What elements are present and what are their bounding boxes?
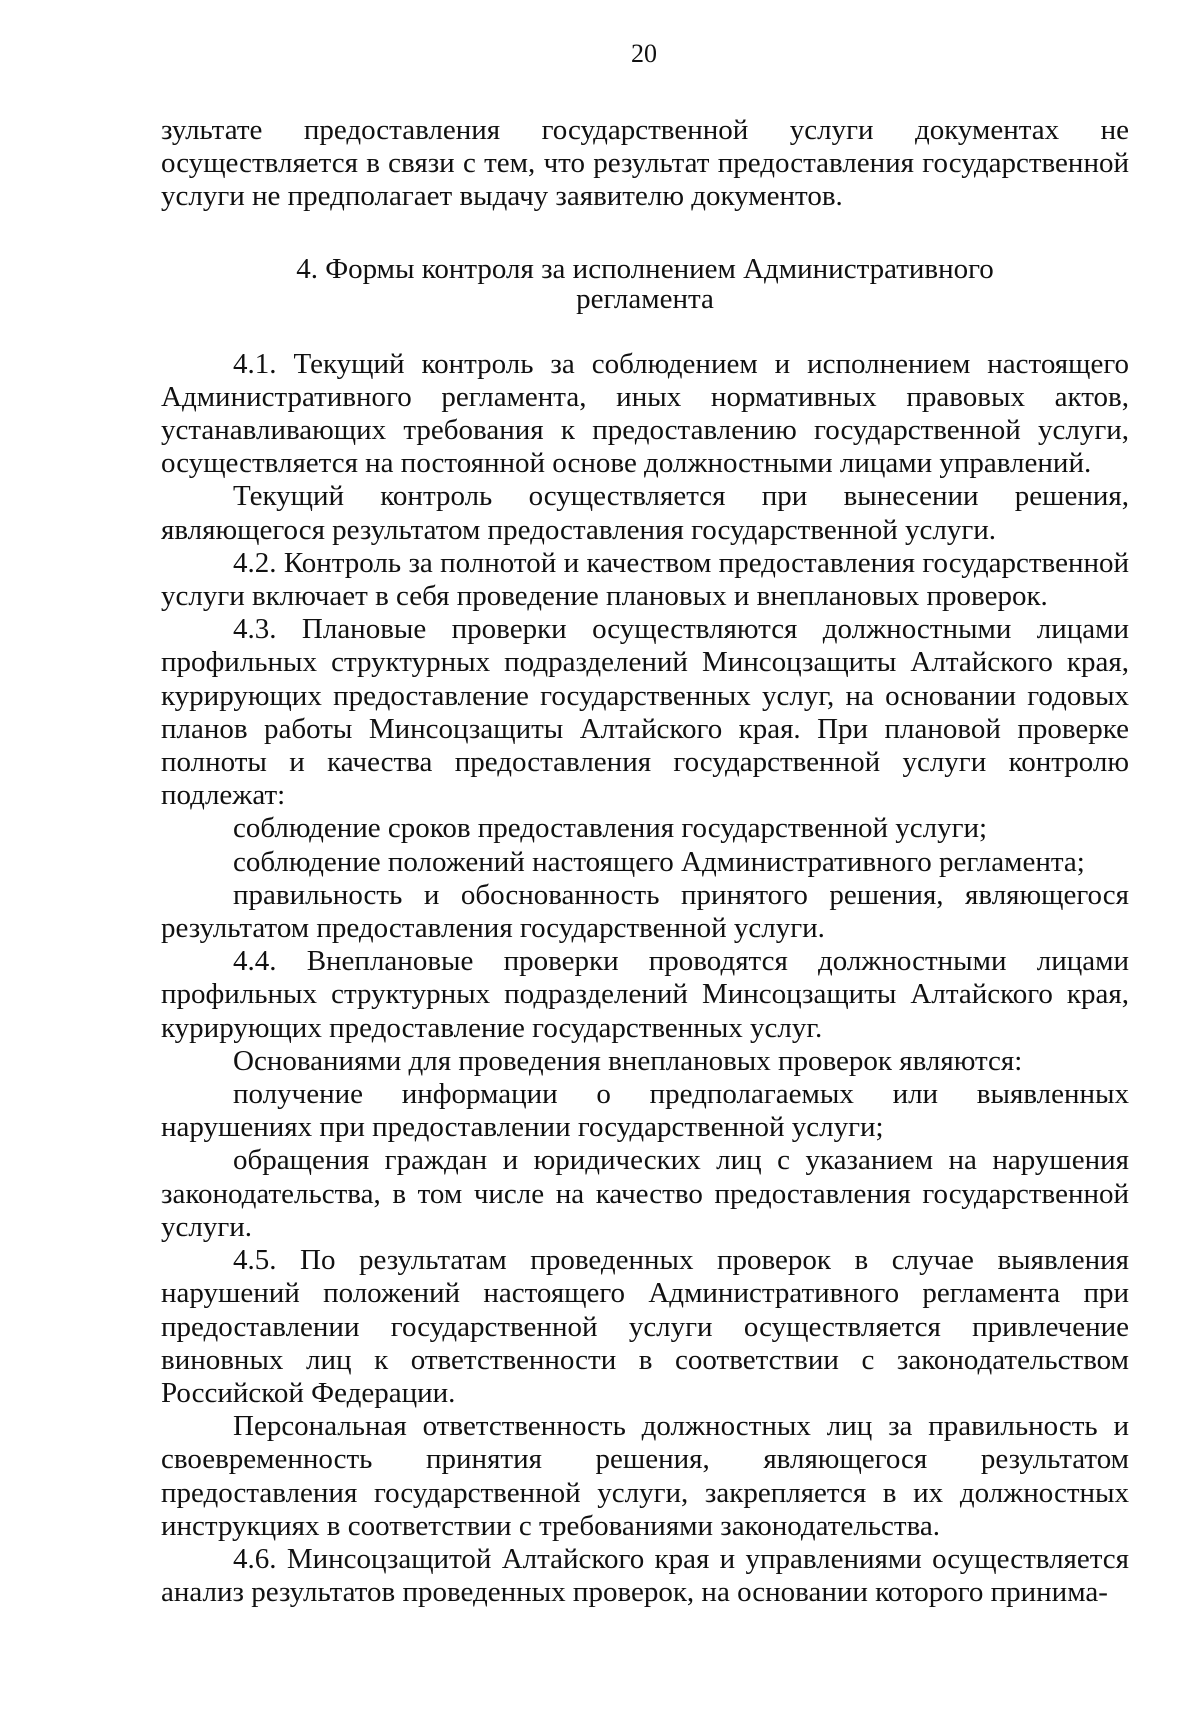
paragraph-current-control: Текущий контроль осуществляется при вынесении решения, являющегося результатом предоставления государственной услуги.: [161, 480, 1129, 546]
paragraph-4-4: 4.4. Внеплановые проверки проводятся должностными лицами профильных структурных подразделений Минсоцзащиты Алтайского края, курирующих предоставление государственных услуг.: [161, 945, 1129, 1044]
paragraph-4-3: 4.3. Плановые проверки осуществляются должностными лицами профильных структурных подразделений Минсоцзащиты Алтайского края, курирующих предоставление государственных услуг, на основании годовых планов работы Минсоцзащиты Алтайского края. При плановой проверке полноты и качества предоставления государственной услуги контролю подлежат:: [161, 613, 1129, 812]
document-body: [161, 114, 1129, 1609]
paragraph-grounds: Основаниями для проведения внеплановых проверок являются:: [233, 1044, 1023, 1077]
paragraph-4-6: 4.6. Минсоцзащитой Алтайского края и управлениями осуществляется анализ результатов проведенных проверок, на основании которого принима-: [161, 1542, 1129, 1609]
section-heading-line-1: 4. Формы контроля за исполнением Административного: [296, 252, 994, 285]
list-item-appeals: обращения граждан и юридических лиц с указанием на нарушения законодательства, в том числе на качество предоставления государственной услуги.: [161, 1144, 1129, 1243]
paragraph-4-5: 4.5. По результатам проведенных проверок в случае выявления нарушений положений настоящего Административного регламента при предоставлении государственной услуги осуществляется привлечение виновных лиц к ответственности в соответствии с законодательством Российской Федерации.: [161, 1244, 1129, 1409]
section-heading: [161, 254, 1129, 314]
list-item-correctness: правильность и обоснованность принятого решения, являющегося результатом предоставления государственной услуги.: [161, 878, 1129, 945]
list-item-information: получение информации о предполагаемых или выявленных нарушениях при предоставлении государственной услуги;: [161, 1078, 1129, 1144]
paragraph-4-2: 4.2. Контроль за полнотой и качеством предоставления государственной услуги включает в себя проведение плановых и внеплановых проверок.: [161, 546, 1129, 613]
page-number: 20: [631, 39, 657, 68]
paragraph-continuation: зультате предоставления государственной услуги документах не осуществляется в связи с тем, что результат предоставления государственной услуги не предполагает выдачу заявителю документов.: [161, 114, 1129, 213]
list-item-provisions: соблюдение положений настоящего Административного регламента;: [233, 845, 1085, 878]
paragraph-4-1: 4.1. Текущий контроль за соблюдением и исполнением настоящего Административного регламента, иных нормативных правовых актов, устанавливающих требования к предоставлению государственной услуги, осуществляется на постоянной основе должностными лицами управлений.: [161, 347, 1129, 480]
section-heading-line-2: регламента: [576, 282, 714, 315]
list-item-deadlines: соблюдение сроков предоставления государственной услуги;: [233, 812, 988, 845]
paragraph-personal-responsibility: Персональная ответственность должностных лиц за правильность и своевременность принятия решения, являющегося результатом предоставления государственной услуги, закрепляется в их должностных инструкциях в соответствии с требованиями законодательства.: [161, 1410, 1129, 1542]
